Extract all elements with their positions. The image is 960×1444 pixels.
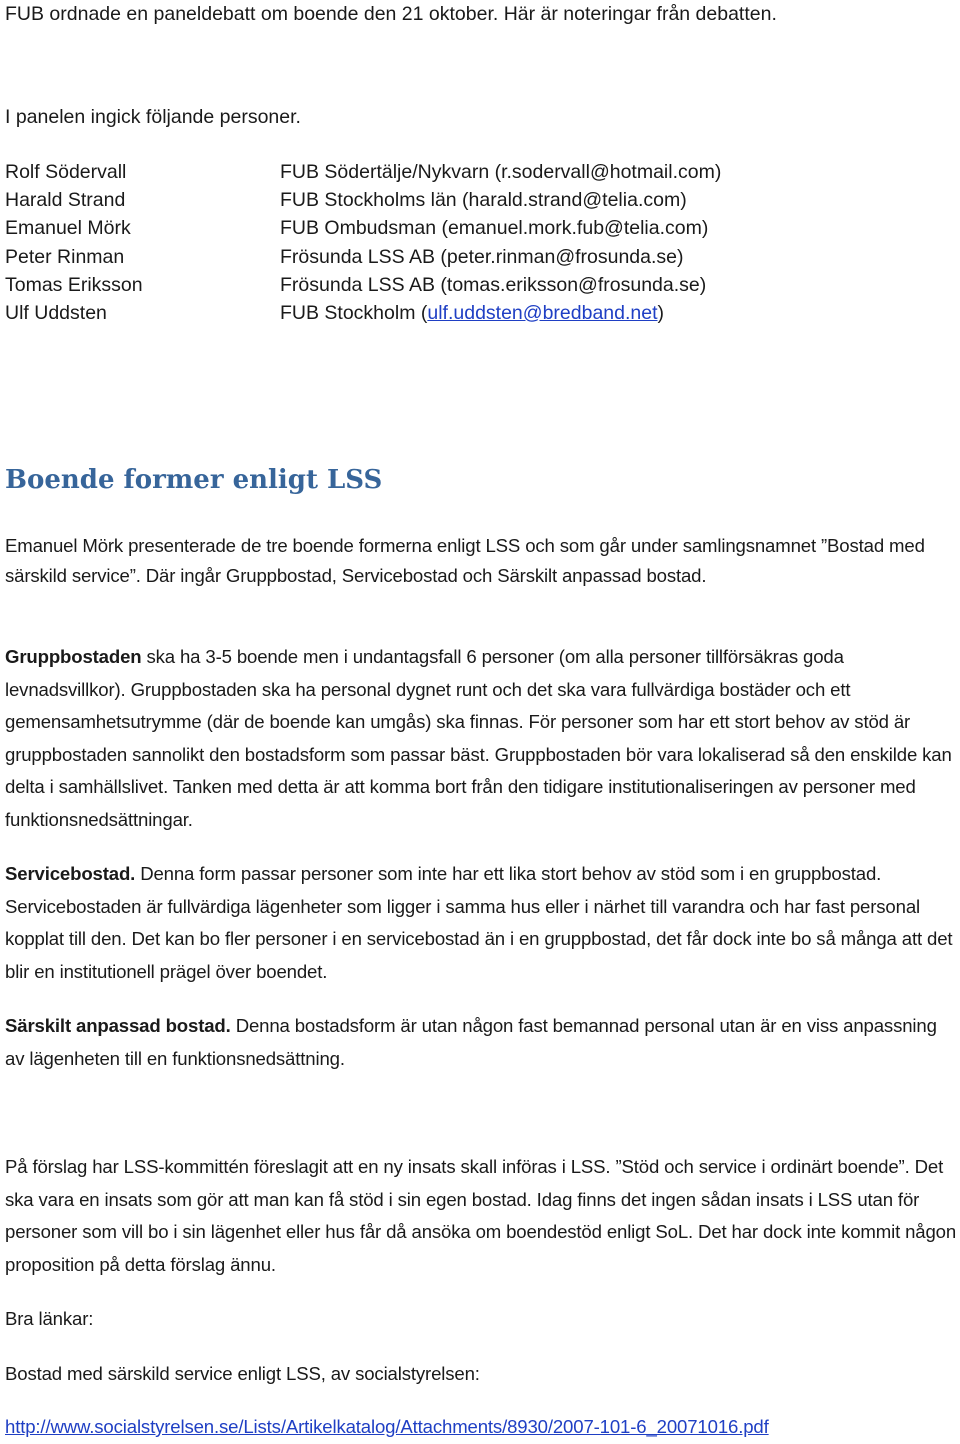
servicebostad-text: Denna form passar personer som inte har ett lika stort behov av stöd som i en gruppbostad. Servicebostaden är fullvärdiga lägenheter som ligger i samma hus eller i närhet till varandra och har fast personal kopplat till den. Det kan bo fler personer i en servicebostad än i en gruppbostad, det får dock inte bo så många att det blir en institutionell prägel över boendet. xyxy=(5,863,953,982)
panelist-organisation: FUB Ombudsman (emanuel.mork.fub@telia.com) xyxy=(280,217,709,240)
panelist-name: Rolf Södervall xyxy=(5,161,127,183)
servicebostad-term: Servicebostad. xyxy=(5,863,136,884)
gruppbostad-text: ska ha 3-5 boende men i undantagsfall 6 personer (om alla personer tillförsäkras goda levnadsvillkor). Gruppbostaden ska ha personal dygnet runt och det ska vara fullvärdiga bostäder och ett gemensamhetsutrymme (där de boende kan umgås) ska finnas. För personer som har ett stort behov av stöd är gruppbostaden sannolikt den bostadsform som passar bäst. Gruppbostaden bör vara lokaliserad så den enskilde kan delta i samhällslivet. Tanken med detta är att komma bort från den tidigare institutionaliseringen av personer med funktionsnedsättningar. xyxy=(5,646,952,830)
panelist-name: Emanuel Mörk xyxy=(5,217,131,240)
panelist-name: Peter Rinman xyxy=(5,245,125,268)
sarskilt-term: Särskilt anpassad bostad. xyxy=(5,1015,231,1036)
sarskilt-paragraph xyxy=(5,1010,957,1075)
links-heading: Bra länkar: xyxy=(5,1308,94,1329)
panelist-organisation: FUB Södertälje/Nykvarn (r.sodervall@hotmail.com) xyxy=(280,161,722,183)
panelist-name: Harald Strand xyxy=(5,189,126,212)
panelist-name: Tomas Eriksson xyxy=(5,273,143,296)
section-heading: Boende former enligt LSS xyxy=(5,465,383,495)
panelist-organisation xyxy=(280,299,664,327)
gruppbostad-term: Gruppbostaden xyxy=(5,646,142,667)
sarskilt-text: Denna bostadsform är utan någon fast bemannad personal utan är en viss anpassning av lägenheten till en funktionsnedsättning. xyxy=(5,1015,937,1069)
email-link[interactable]: ulf.uddsten@bredband.net xyxy=(427,301,658,324)
panelist-name: Ulf Uddsten xyxy=(5,301,107,324)
url-paragraph xyxy=(5,1411,957,1444)
proposal-paragraph: På förslag har LSS-kommittén föreslagit att en ny insats skall införas i LSS. ”Stöd och service i ordinärt boende”. Det ska vara en insats som gör att man kan få stöd i sin egen bostad. Idag finns det ingen sådan insats i LSS utan för personer som vill bo i sin lägenhet eller hus får då ansöka om boendestöd enligt SoL. Det har dock inte kommit någon proposition på detta förslag ännu. xyxy=(5,1156,957,1275)
org-prefix: FUB Stockholm ( xyxy=(280,301,428,324)
gruppbostad-paragraph xyxy=(5,641,957,836)
panelist-organisation: FUB Stockholms län (harald.strand@telia.com) xyxy=(280,189,687,212)
intro-line: FUB ordnade en paneldebatt om boende den 21 oktober. Här är noteringar från debatten. xyxy=(5,3,777,25)
panelist-organisation: Frösunda LSS AB (peter.rinman@frosunda.se) xyxy=(280,245,684,268)
org-suffix: ) xyxy=(657,301,665,324)
socialstyrelsen-link[interactable]: http://www.socialstyrelsen.se/Lists/Artikelkatalog/Attachments/8930/2007-101-6_20071016.pdf xyxy=(5,1416,769,1437)
panel-intro-line: I panelen ingick följande personer. xyxy=(5,106,301,128)
servicebostad-paragraph xyxy=(5,858,957,988)
panelist-organisation: Frösunda LSS AB (tomas.eriksson@frosunda.se) xyxy=(280,273,707,296)
lss-intro-paragraph: Emanuel Mörk presenterade de tre boende formerna enligt LSS och som går under samlingsnamnet ”Bostad med särskild service”. Där ingår Gruppbostad, Servicebostad och Särskilt anpassad bostad. xyxy=(5,535,925,586)
link-description: Bostad med särskild service enligt LSS, av socialstyrelsen: xyxy=(5,1363,480,1384)
